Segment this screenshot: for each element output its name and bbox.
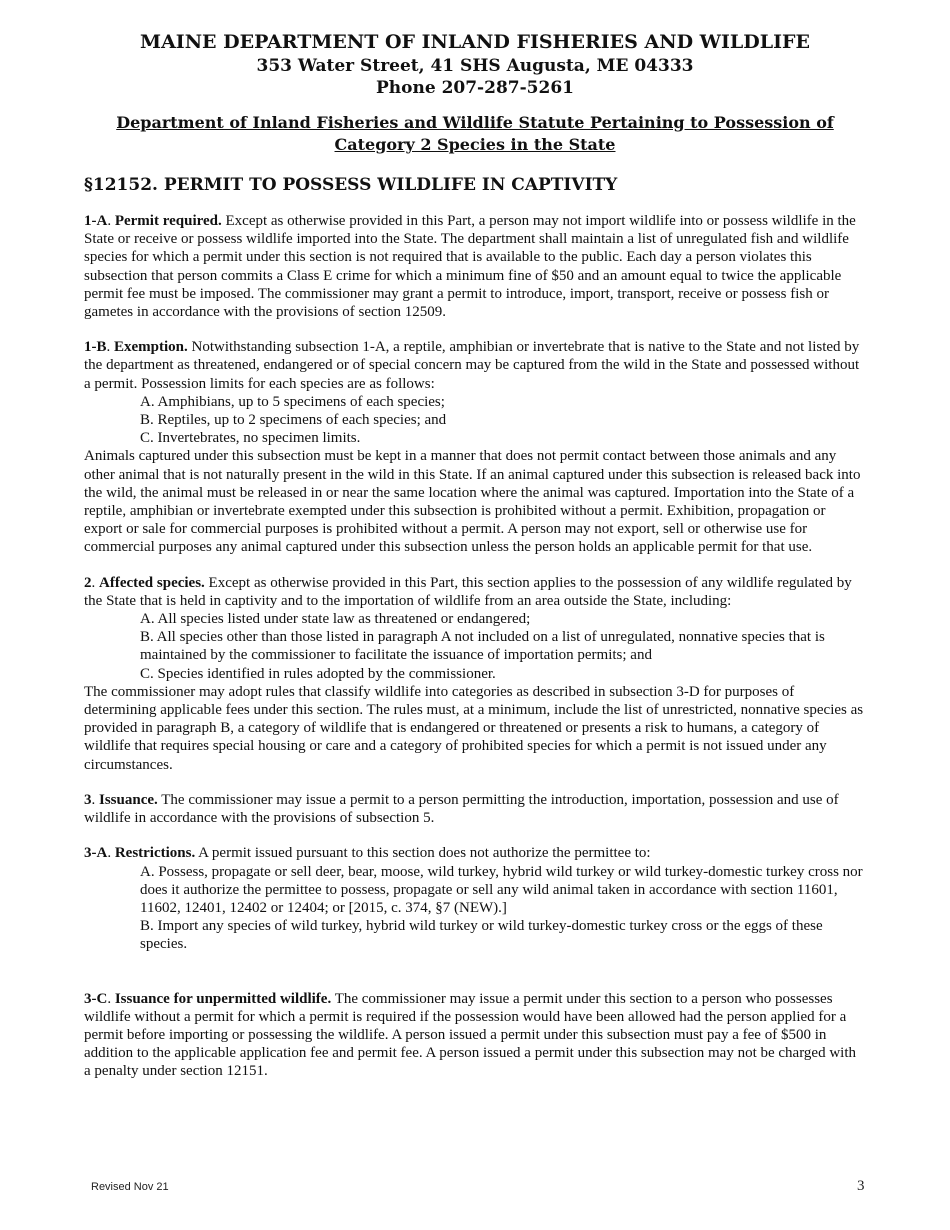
subsection-number: 1-B	[84, 339, 107, 356]
page-number: 3	[857, 1178, 865, 1194]
list-item: A. Amphibians, up to 5 specimens of each species;	[140, 393, 445, 410]
subsection-number: 3-C	[84, 990, 108, 1007]
subsection-heading: Exemption.	[114, 339, 188, 356]
section-title: §12152. PERMIT TO POSSESS WILDLIFE IN CAPTIVITY	[84, 175, 618, 195]
agency-phone: Phone 207-287-5261	[376, 78, 574, 98]
subsection-number: 2	[84, 574, 92, 591]
subsection-3c: 3-C. Issuance for unpermitted wildlife. The commissioner may issue a permit under this section to a person who possesses wildlife without a permit for which a permit is required if the possession would have been allowed had the person applied for a permit before importing or possessing the wildlife. A person issued a permit under this subsection must pay a fee of $500 in addition to the applicable application fee and permit fee. A person issued a permit under this subsection may not be charged with a penalty under section 12151.	[84, 990, 857, 1080]
affected-species-list	[84, 610, 866, 683]
list-item: C. Species identified in rules adopted by the commissioner.	[140, 665, 496, 682]
agency-name: MAINE DEPARTMENT OF INLAND FISHERIES AND WILDLIFE	[140, 31, 810, 53]
subsection-1a: 1-A. Permit required. Except as otherwise provided in this Part, a person may not import wildlife into or possess wildlife in the State or receive or possess wildlife imported into the State. The department shall maintain a list of unregulated fish and wildlife species for which a permit under this section is not required that is available to the public. Each day a person violates this subsection that person commits a Class E crime for which a minimum fine of $50 and an amount equal to twice the applicable permit fee must be imposed. The commissioner may grant a permit to introduce, import, transport, receive or possess fish or gametes in accordance with the provisions of section 12509.	[84, 213, 856, 321]
subsection-1b: 1-B. Exemption. Notwithstanding subsection 1-A, a reptile, amphibian or invertebrate that is native to the State and not listed by the department as threatened, endangered or of special concern may be captured from the wild in the State and possessed without a permit. Possession limits for each species are as follows: A. Amphibians, up to 5 specimens of each species; B. Reptiles, up to 2 specimens of each species; and C. Invertebrates, no specimen limits. Animals captured under this subsection must be kept in a manner that does not permit contact between those animals and any other animal that is not naturally present in the wild in this State. If an animal captured under this subsection is released back into the wild, the animal must be released in or near the same location where the animal was captured. Importation into the State of a reptile, amphibian or invertebrate exempted under this subsection is prohibited without a permit. Exhibition, propagation or export or sale for commercial purposes is prohibited without a permit. A person may not export, sell or otherwise use for commercial purposes any animal captured under this subsection unless the person holds an applicable permit for that use.	[84, 338, 866, 556]
list-item: A. Possess, propagate or sell deer, bear, moose, wild turkey, hybrid wild turkey or wild turkey-domestic turkey cross nor does it authorize the permittee to possess, propagate or sell any wild animal taken in accordance with section 11601, 11602, 12401, 12402 or 12404; or [2015, c. 374, §7 (NEW).]	[140, 863, 863, 916]
revision-note: Revised Nov 21	[91, 1181, 169, 1193]
subsection-text: The commissioner may issue a permit under this section to a person who possesses wildlife without a permit for which a permit is required if the possession would have been allowed had the person applied for a permit before importing or possessing the wildlife. A person issued a permit under this subsection must pay a fee of $500 in addition to the applicable application fee and permit fee. A person issued a permit under this subsection may not be charged with a penalty under section 12151.	[84, 990, 857, 1080]
subsection-heading: Permit required.	[114, 213, 222, 229]
subsection-number: 3-A	[84, 845, 108, 862]
restrictions-list	[84, 863, 866, 954]
subsection-2: 2. Affected species. Except as otherwise provided in this Part, this section applies to the possession of any wildlife regulated by the State that is held in captivity and to the importation of wildlife from an area outside the State, including: A. All species listed under state law as threatened or endangered; B. All species other than those listed in paragraph A not included on a list of unregulated, nonnative species that is maintained by the commissioner to facilitate the issuance of importation permits; and C. Species identified in rules adopted by the commissioner. The commissioner may adopt rules that classify wildlife into categories as described in subsection 3-D for purposes of determining applicable fees under this section. The rules must, at a minimum, include the list of unrestricted, nonnative species as provided in paragraph B, a category of wildlife that is endangered or threatened or presents a risk to humans, a category of wildlife that requires special housing or care and a category of prohibited species for which a permit is not issued under any circumstances.	[84, 574, 866, 774]
subsection-number: 3	[84, 791, 92, 808]
subsection-continuation: Animals captured under this subsection must be kept in a manner that does not permit contact between those animals and any other animal that is not naturally present in the wild in this State. If an animal captured under this subsection is released back into the wild, the animal must be released in or near the same location where the animal was captured. Importation into the State of a reptile, amphibian or invertebrate exempted under this subsection is prohibited without a permit. Exhibition, propagation or export or sale for commercial purposes is prohibited without a permit. A person may not export, sell or otherwise use for commercial purposes any animal captured under this subsection unless the person holds an applicable permit for that use.	[84, 448, 861, 556]
list-item: B. All species other than those listed in paragraph A not included on a list of unregulated, nonnative species that is maintained by the commissioner to facilitate the issuance of importation permits; and	[140, 629, 825, 664]
document-subtitle: Department of Inland Fisheries and Wildlife Statute Pertaining to Possession of Category 2 Species in the State	[116, 113, 834, 154]
list-item: A. All species listed under state law as threatened or endangered;	[140, 611, 531, 628]
letterhead	[84, 30, 866, 99]
subsection-text: Except as otherwise provided in this Part, a person may not import wildlife into or possess wildlife in the State or receive or possess wildlife imported into the State. The department shall maintain a list of unregulated fish and wildlife species for which a permit under this section is not required that is available to the public. Each day a person violates this subsection that person commits a Class E crime for which a minimum fine of $50 and an amount equal to twice the applicable permit fee must be imposed. The commissioner may grant a permit to introduce, import, transport, receive or possess fish or gametes in accordance with the provisions of section 12509.	[84, 213, 856, 321]
subsection-3: 3. Issuance. The commissioner may issue a permit to a person permitting the introduction, importation, possession and use of wildlife in accordance with the provisions of subsection 5.	[84, 791, 839, 827]
subsection-heading: Affected species.	[99, 574, 205, 591]
subsection-text: Except as otherwise provided in this Part, this section applies to the possession of any wildlife regulated by the State that is held in captivity and to the importation of wildlife from an area outside the State, including:	[84, 574, 852, 609]
subsection-continuation: The commissioner may adopt rules that classify wildlife into categories as described in subsection 3-D for purposes of determining applicable fees under this section. The rules must, at a minimum, include the list of unrestricted, nonnative species as provided in paragraph B, a category of wildlife that is endangered or threatened or presents a risk to humans, a category of wildlife that requires special housing or care and a category of prohibited species for which a permit is not issued under any circumstances.	[84, 683, 864, 773]
agency-address: 353 Water Street, 41 SHS Augusta, ME 04333	[256, 56, 694, 76]
subsection-heading: Restrictions.	[114, 845, 196, 862]
subsection-number: 1-A	[84, 213, 108, 229]
subsection-heading: Issuance for unpermitted wildlife.	[114, 990, 332, 1007]
list-item: C. Invertebrates, no specimen limits.	[140, 430, 361, 447]
subsection-text: A permit issued pursuant to this section does not authorize the permittee to:	[195, 845, 651, 862]
subsection-3a: 3-A. Restrictions. A permit issued pursuant to this section does not authorize the permittee to: A. Possess, propagate or sell deer, bear, moose, wild turkey, hybrid wild turkey or wild turkey-domestic turkey cross nor does it authorize the permittee to possess, propagate or sell any wild animal taken in accordance with section 11601, 11602, 12401, 12402 or 12404; or [2015, c. 374, §7 (NEW).] B. Import any species of wild turkey, hybrid wild turkey or wild turkey-domestic turkey cross or the eggs of these species.	[84, 844, 866, 953]
list-item: B. Reptiles, up to 2 specimens of each species; and	[140, 412, 447, 429]
subsection-text: The commissioner may issue a permit to a person permitting the introduction, importation, possession and use of wildlife in accordance with the provisions of subsection 5.	[84, 791, 839, 827]
subsection-heading: Issuance.	[99, 791, 158, 808]
list-item: B. Import any species of wild turkey, hybrid wild turkey or wild turkey-domestic turkey cross or the eggs of these species.	[140, 918, 823, 953]
possession-limits-list	[84, 393, 866, 448]
document-page	[84, 30, 866, 1081]
subsection-text: Notwithstanding subsection 1-A, a reptile, amphibian or invertebrate that is native to the State and not listed by the department as threatened, endangered or of special concern may be captured from the wild in the State and possessed without a permit. Possession limits for each species are as follows:	[84, 339, 860, 392]
